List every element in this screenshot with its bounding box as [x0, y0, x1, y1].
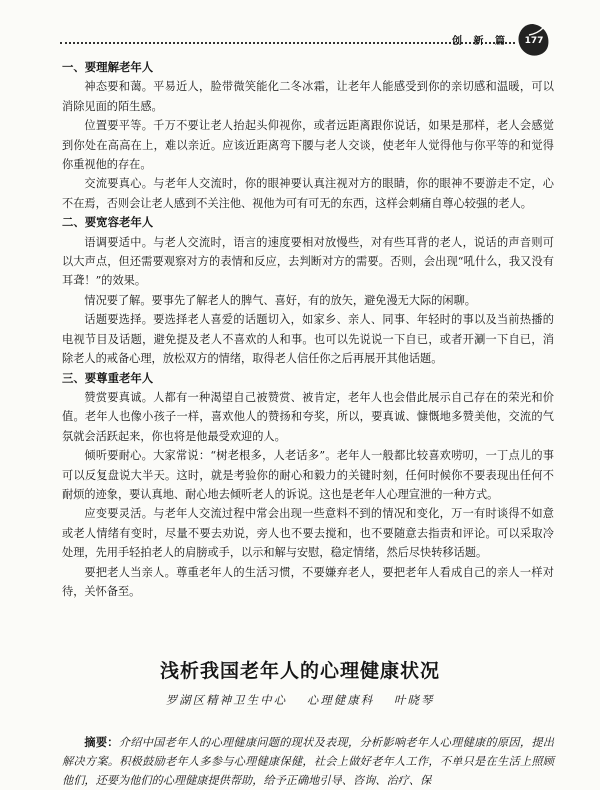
- paragraph: 交流要真心。与老年人交流时，你的眼神要认真注视对方的眼睛，你的眼神不要游走不定，心不在焉，否则会让老人感到不关注他、视他为可有可无的东西，这样会刺痛自尊心较强的老人。: [62, 177, 554, 210]
- paragraph: 应变要灵活。与老年人交流过程中常会出现一些意料不到的情况和变化，万一有时谈得不如意或老人情绪有变时，尽量不要去劝说，旁人也不要去搅和，也不要随意去指责和评论。可以采取冷处理，先用手轻拍老人的肩膀或手，以示和解与安慰，稳定情绪，然后尽快转移话题。: [62, 507, 554, 560]
- paragraph: 要把老人当亲人。尊重老年人的生活习惯，不要嫌弃老人，要把老年人看成自己的亲人一样对待，关怀备至。: [62, 565, 554, 598]
- paragraph: 位置要平等。千万不要让老人抬起头仰视你，或者远距离跟你说话，如果是那样，老人会感觉到你处在高高在上，难以亲近。应该近距离弯下腰与老人交谈，使老年人觉得他与你平等的和觉得你重视他的存在。: [62, 119, 554, 172]
- article-abstract: [62, 733, 554, 790]
- article-title: 浅析我国老年人的心理健康状况: [159, 660, 440, 682]
- abstract-label: 摘要：: [84, 736, 119, 749]
- paragraph: 神态要和蔼。平易近人，脸带微笑能化二冬冰霜，让老年人能感受到你的亲切感和温暖，可以消除见面的陌生感。: [62, 80, 554, 113]
- paragraph: 情况要了解。要事先了解老人的脾气、喜好，有的放矢，避免漫无大际的闲聊。: [84, 293, 476, 307]
- section-label: 创 新 篇: [452, 36, 509, 47]
- page-number: 177: [524, 36, 544, 46]
- article-byline: 罗湖区精神卫生中心 心理健康科 叶晓琴: [165, 693, 435, 707]
- article-body: [62, 58, 554, 601]
- section-heading: 一、要理解老年人: [62, 60, 154, 74]
- paragraph: 赞赏要真诚。人都有一种渴望自己被赞赏、被肯定，老年人也会借此展示自己存在的荣光和价值。老年人也像小孩子一样，喜欢他人的赞扬和夸奖，所以，要真诚、慷慨地多赞美他，交流的气氛就会活跃起来，你也将是他最受欢迎的人。: [62, 390, 554, 443]
- abstract-text: 介绍中国老年人的心理健康问题的现状及表现，分析影响老年人心理健康的原因，提出解决方案。积极鼓励老年人多参与心理健康保健，社会上做好老年人工作，不单只是在生活上照顾他们，还要为他们的心理健康提供帮助，给予正确地引导、咨询、治疗、保: [62, 736, 554, 787]
- page-header: [60, 22, 580, 48]
- header-dotted-rule: [60, 42, 515, 44]
- paragraph: 语调要适中。与老人交流时，语言的速度要相对放慢些，对有些耳背的老人，说话的声音则可以大声点，但还需要观察对方的表情和反应，去判断对方的需要。否则，会出现“吼什么，我又没有耳聋！”的效果。: [62, 235, 554, 288]
- paragraph: 话题要选择。要选择老人喜爱的话题切入，如家乡、亲人、同事、年轻时的事以及当前热播的电视节目及话题，避免提及老人不喜欢的人和事。也可以先说说一下自已，或者开涮一下自已，消除老人的戒备心理，放松双方的情绪，取得老人信任你之后再展开其他话题。: [62, 313, 554, 366]
- paragraph: 倾听要耐心。大家常说：“树老根多，人老话多”。老年人一般都比较喜欢唠叨，一丁点儿的事可以反复盘说大半天。这时，就是考验你的耐心和毅力的关键时刻，任何时候你不要表现出任何不耐烦的迹象，要认真地、耐心地去倾听老人的诉说。这也是老年人心理宣泄的一种方式。: [62, 449, 554, 501]
- section-heading: 三、要尊重老年人: [62, 370, 154, 385]
- page-number-badge: [515, 22, 551, 58]
- section-heading: 二、要宽容老年人: [62, 215, 154, 230]
